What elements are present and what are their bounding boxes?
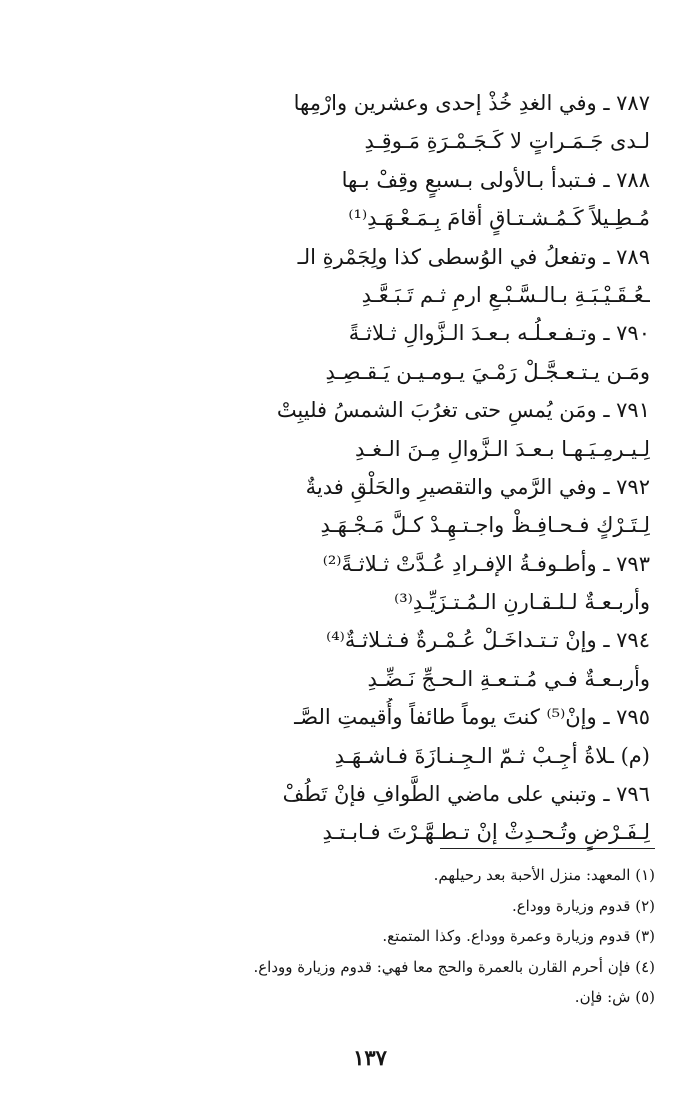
verse-791-second-half: لِـيـرمِـيَـهـا بـعـدَ الـزَّوالِ مِـنَ الـغـدِ	[354, 436, 650, 461]
page-number: ١٣٧	[353, 1045, 387, 1070]
verse-787-second-half: لـدى جَـمَـراتٍ لا كَـجَـمْـرَةِ مَـوقِـدِ	[364, 129, 650, 154]
footnotes	[160, 860, 655, 1013]
footnote-1: (١) المعهد: منزل الأحبة بعد رحيلهم.	[433, 866, 655, 884]
verse-796-first-half: ٧٩٦ ـ وتبني على ماضي الطَّوافِ فإنْ تَطُفْ	[282, 782, 650, 807]
verse-790-first-half: ٧٩٠ ـ وتـفـعـلُـه بـعـدَ الـزَّوالِ ثـلاثـةً	[348, 321, 650, 346]
verse-794-first-half: ٧٩٤ ـ وإنْ تـتـداخَـلْ عُـمْـرةٌ فـثـلاثـةٌ⁽⁴⁾	[326, 628, 650, 653]
verse-788-second-half: مُـطِـيلاً كَـمُـشـتـاقٍ أقامَ بِـمَـعْـهَـدِ⁽¹⁾	[348, 206, 650, 231]
verse-792-first-half: ٧٩٢ ـ وفي الرَّمي والتقصيرِ والحَلْقِ فديةٌ	[305, 474, 650, 499]
verse-787-first-half: ٧٨٧ ـ وفي الغدِ خُذْ إحدى وعشرين وارْمِها	[293, 91, 650, 115]
footnote-5: (٥) ش: فإن.	[574, 988, 655, 1006]
verse-796-second-half: لِـفَـرْضٍ وتُـحـدِثْ إنْ تـطـهَّـرْتَ فـابـتـدِ	[322, 820, 650, 845]
verse-789-second-half: ـعُـقَـيْـبَـةِ بـالـسَّـبْـعِ ارمِ ثـم تَـبَـعَّـدِ	[361, 282, 650, 307]
footnote-3: (٣) قدوم وزيارة وعمرة ووداع. وكذا المتمتع.	[382, 927, 655, 945]
verse-791-first-half: ٧٩١ ـ ومَن يُمسِ حتى تغرُبَ الشمسُ فليبِتْ	[276, 398, 650, 423]
verse-793-first-half: ٧٩٣ ـ وأطـوفـةُ الإفـرادِ عُـدَّتْ ثـلاثـةً⁽²⁾	[322, 551, 650, 576]
verse-788-first-half: ٧٨٨ ـ فـتبدأ بـالأولى بـسبعٍ وقِفْ بـها	[341, 167, 650, 192]
poem-verses	[110, 84, 650, 852]
footnote-2: (٢) قدوم وزيارة ووداع.	[511, 896, 655, 915]
verse-790-second-half: ومَـن يـتـعـجَّـلْ رَمْـيَ يـومـيـن يَـقـصِـدِ	[325, 359, 650, 384]
footnote-divider	[440, 848, 655, 849]
verse-794-second-half: وأربـعـةٌ فـي مُـتـعـةِ الـحـجِّ نَـضِّـدِ	[367, 666, 650, 691]
verse-793-second-half: وأربـعـةٌ لـلـقـارنِ الـمُـتـزَيِّـدِ⁽³⁾	[394, 590, 650, 615]
verse-789-first-half: ٧٨٩ ـ وتفعلُ في الوُسطى كذا ولِجَمْرةِ الـ	[297, 244, 650, 269]
verse-792-second-half: لِـتَـرْكٍ فـحـافِـظْ واجـتـهِـدْ كـلَّ مَـجْـهَـدِ	[320, 513, 650, 538]
verse-795-second-half: (م) ـلاةُ أجِـبْ ثـمّ الـجِـنـازَةَ فـاشـهَـدِ	[334, 743, 650, 768]
footnote-4: (٤) فإن أحرم القارن بالعمرة والحج معا فهي: قدوم وزيارة ووداع.	[253, 957, 655, 976]
verse-795-first-half: ٧٩٥ ـ وإنْ⁽⁵⁾ كنتَ يوماً طائفاً وأُقيمتِ الصَّـ	[294, 705, 650, 730]
